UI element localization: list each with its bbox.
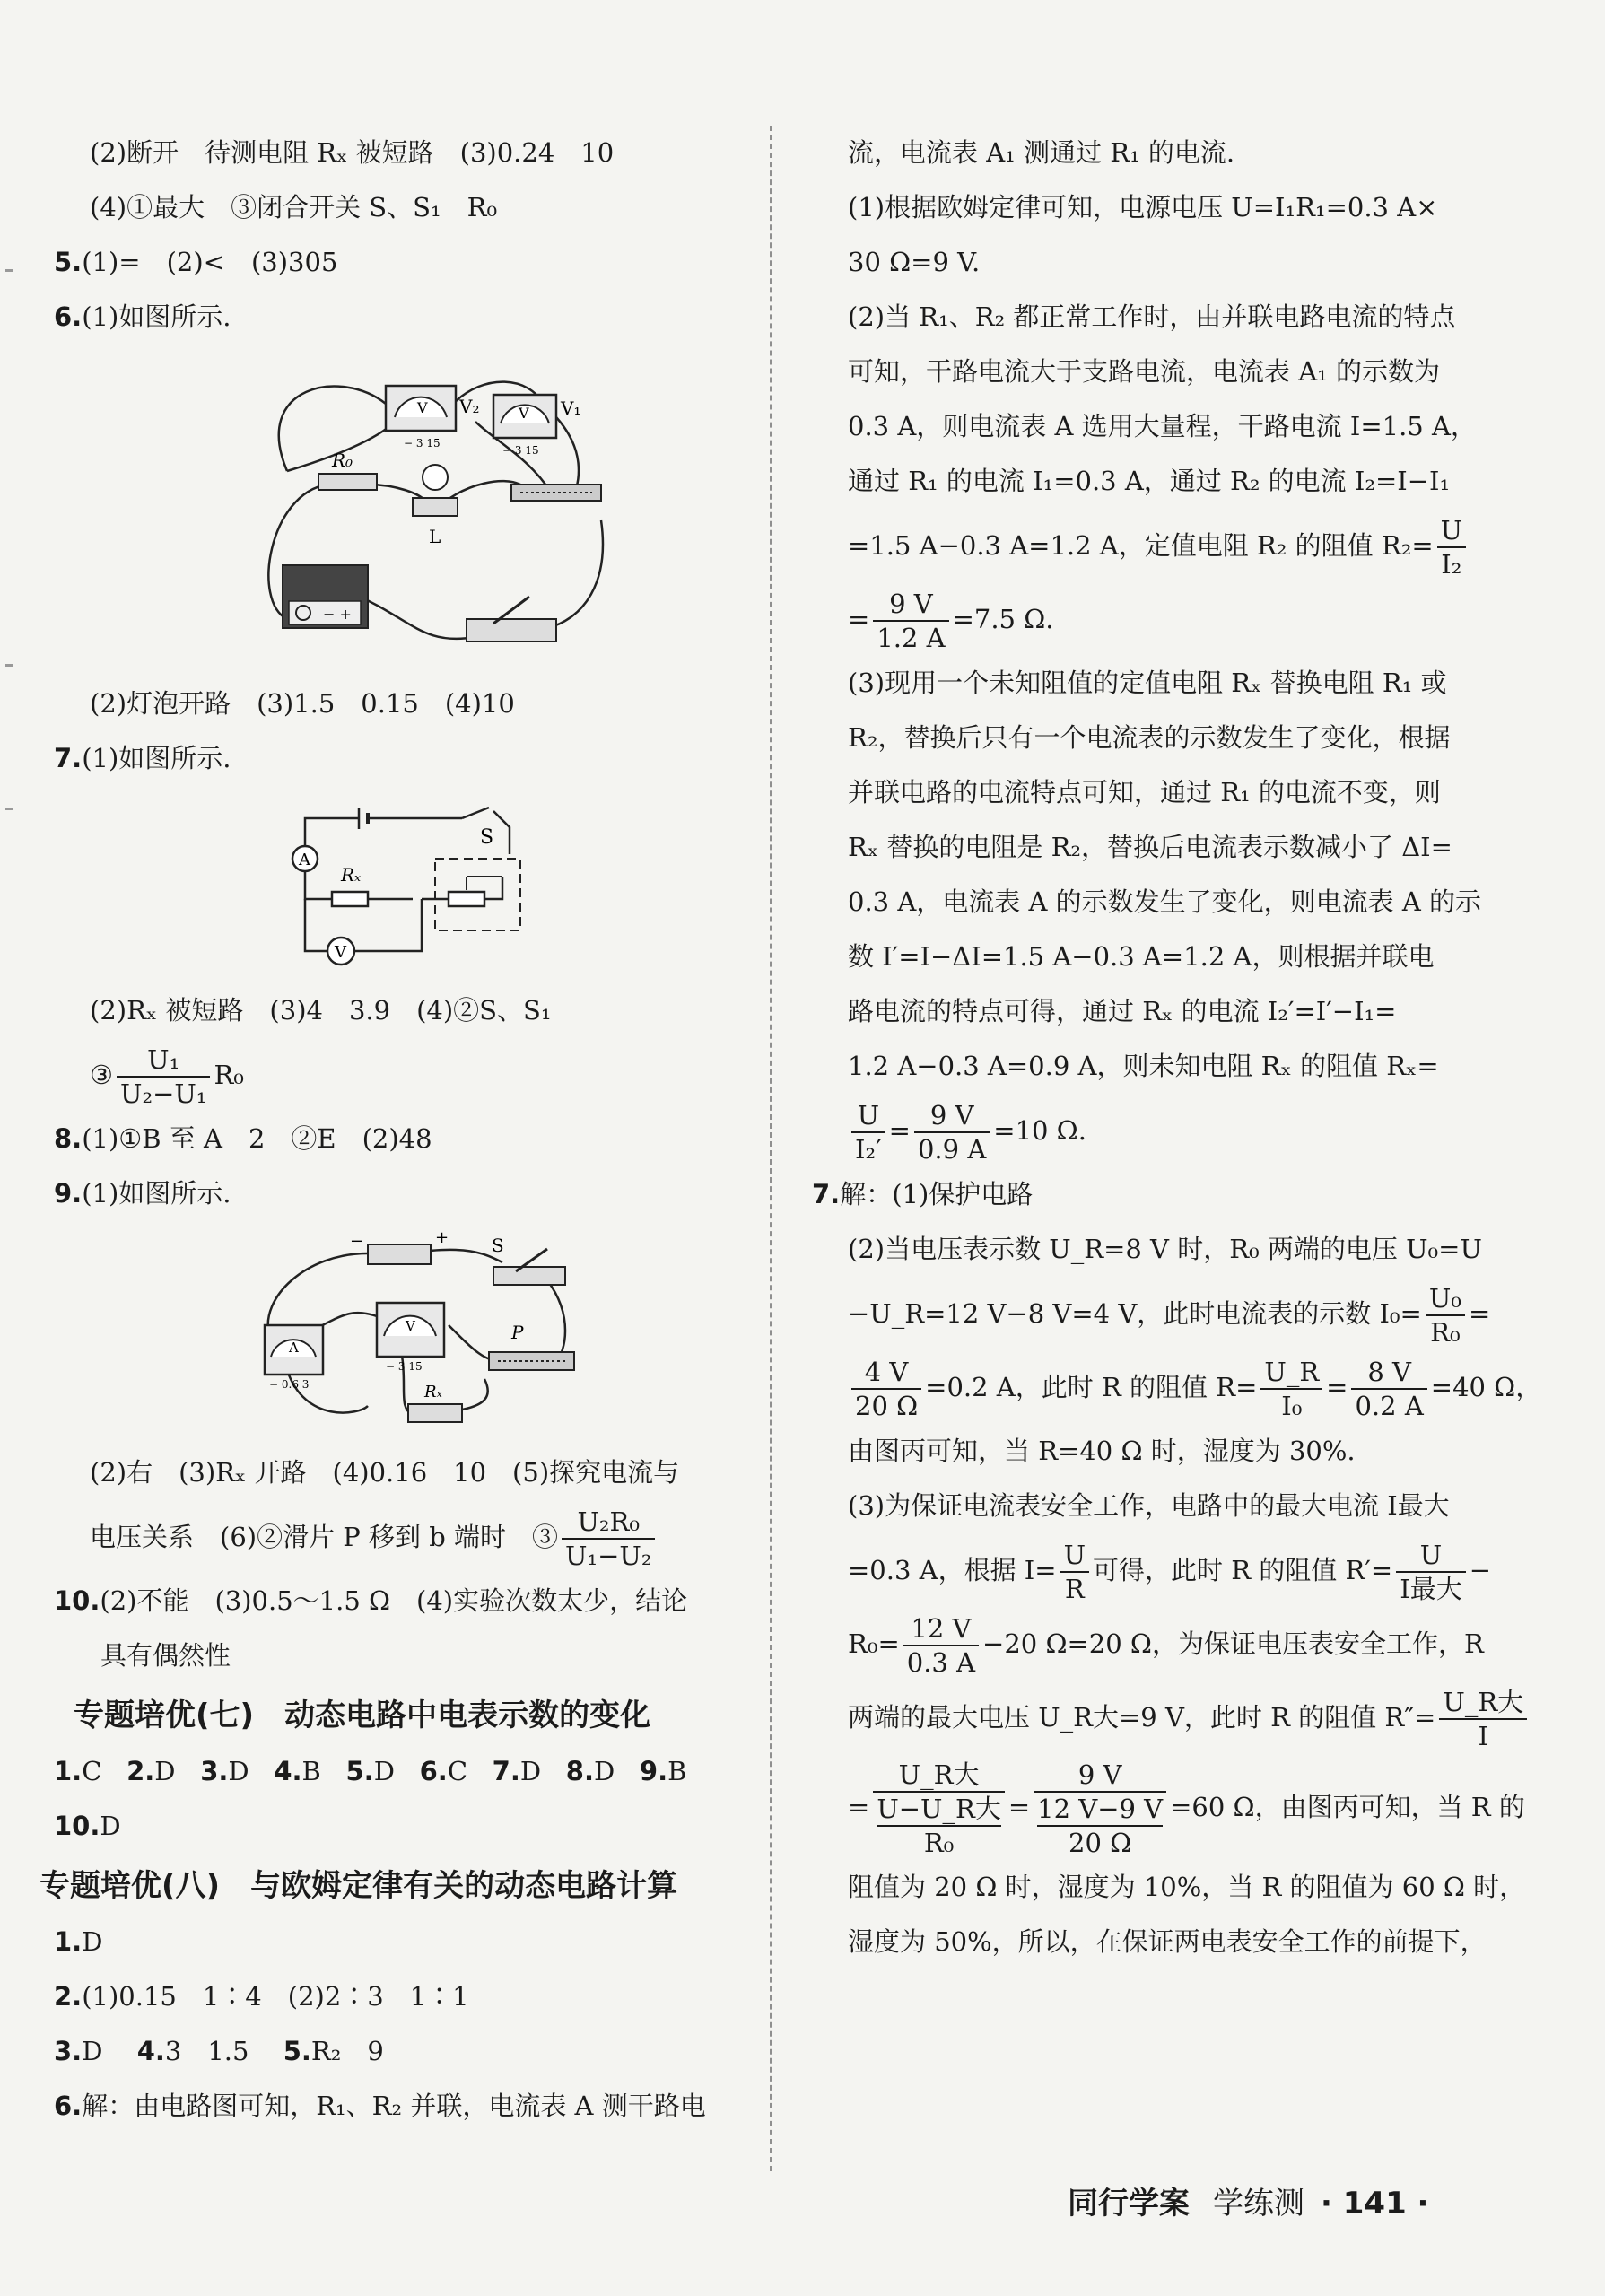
question-number: 7. — [812, 1179, 841, 1209]
formula-line — [812, 1533, 1494, 1607]
question-number: 6. — [54, 2091, 83, 2121]
choice-answer: 4.B — [274, 1756, 321, 1786]
fraction — [1260, 1356, 1322, 1423]
solution-text: 可得，此时 R 的阻值 R′= — [1093, 1555, 1393, 1585]
solution-line: R₂，替换后只有一个电流表的示数发生了变化，根据 — [848, 722, 1451, 753]
formula-line — [812, 1277, 1494, 1350]
question-number: 5. — [283, 2036, 311, 2066]
answer-text: (1)如图所示. — [82, 743, 231, 773]
question-number: 5. — [54, 247, 83, 277]
answer-text: 解：由电路图可知，R₁、R₂ 并联，电流表 A 测干路电 — [82, 2091, 706, 2121]
inner-denominator: R₀ — [923, 1828, 955, 1859]
denominator: 20 Ω — [855, 1391, 919, 1421]
solution-line: (3)现用一个未知阻值的定值电阻 Rₓ 替换电阻 R₁ 或 — [848, 668, 1447, 698]
numerator: 9 V — [914, 1099, 990, 1133]
section-heading-7: 专题培优(七) 动态电路中电表示数的变化 — [74, 1698, 651, 1733]
terminal-label: − 0.6 3 — [269, 1378, 310, 1391]
denominator: 0.9 A — [917, 1134, 987, 1165]
answer-text: 3 1.5 — [164, 2036, 275, 2066]
circuit-figure-9 — [251, 1227, 754, 1436]
question-number: 8. — [54, 1123, 83, 1154]
formula-line — [812, 1094, 1494, 1167]
question-9 — [54, 1166, 754, 1221]
answer-line: (2)灯泡开路 (3)1.5 0.15 (4)10 — [90, 688, 515, 719]
numerator: U_R大 — [873, 1759, 1005, 1793]
fraction — [1437, 514, 1466, 581]
numerator: U — [851, 1099, 885, 1133]
switch-label: S — [480, 826, 494, 849]
question-number: 1. — [54, 1926, 83, 1957]
page-number: · 141 · — [1321, 2186, 1429, 2222]
right-column — [812, 126, 1542, 1969]
solution-text: = — [1468, 1298, 1491, 1329]
solution-line: 通过 R₁ 的电流 I₁=0.3 A，通过 R₂ 的电流 I₂=I−I₁ — [848, 466, 1451, 496]
page-footer — [1068, 2178, 1471, 2222]
voltmeter-label: V — [335, 943, 346, 962]
answer-text: (1)= (2)< (3)305 — [82, 247, 338, 277]
denominator: U₁−U₂ — [565, 1541, 652, 1571]
choice-answer: 2.D — [126, 1756, 176, 1786]
voltmeter-label: V — [406, 1318, 415, 1334]
answer-text: D — [82, 1926, 103, 1957]
choice-answers-row — [54, 1799, 754, 1854]
solution-text: = — [888, 1115, 911, 1146]
question-number: 9. — [54, 1178, 83, 1209]
denominator: R — [1064, 1574, 1085, 1604]
numerator: U₁ — [117, 1043, 210, 1078]
fraction — [1351, 1356, 1426, 1423]
formula-line — [812, 509, 1494, 582]
question-6 — [54, 290, 754, 345]
solution-text: =40 Ω， — [1430, 1372, 1542, 1402]
margin-mark — [5, 808, 13, 810]
question-7 — [54, 731, 754, 786]
answer-text: (1)①B 至 A 2 ②E (2)48 — [82, 1123, 432, 1154]
denominator: I — [1478, 1721, 1488, 1751]
formula-suffix: R₀ — [214, 1060, 244, 1090]
battery-minus: − — [350, 1232, 364, 1251]
battery-terminals: − + — [323, 606, 352, 623]
r0-label: R₀ — [332, 450, 353, 471]
solution-text: −20 Ω=20 Ω，为保证电压表安全工作，R — [982, 1628, 1484, 1659]
choice-answer: 9.B — [639, 1756, 687, 1786]
h8-answer-1 — [54, 1915, 754, 1969]
denominator: I₂′ — [855, 1134, 882, 1165]
question-number: 4. — [136, 2036, 165, 2066]
slider-label: P — [511, 1322, 524, 1343]
numerator: U — [1060, 1539, 1089, 1573]
h8-answer-6 — [54, 2079, 754, 2134]
choice-answer: 7.D — [492, 1756, 542, 1786]
inner-denominator: 20 Ω — [1069, 1828, 1132, 1859]
question-number: 2. — [54, 1981, 83, 2012]
denominator: 0.3 A — [906, 1647, 976, 1678]
question-5 — [54, 235, 754, 290]
denominator: 1.2 A — [877, 623, 946, 653]
solution-text: 解：(1)保护电路 — [840, 1179, 1034, 1209]
numerator: U — [1396, 1539, 1465, 1573]
answer-line: (2)Rₓ 被短路 (3)4 3.9 (4)②S、S₁ — [90, 995, 552, 1026]
solution-line: 数 I′=I−ΔI=1.5 A−0.3 A=1.2 A，则根据并联电 — [848, 941, 1435, 972]
v2-label: V₂ — [459, 396, 480, 417]
terminal-label: − 3 15 — [404, 437, 441, 450]
solution-line: 0.3 A，电流表 A 的示数发生了变化，则电流表 A 的示 — [848, 886, 1482, 917]
fraction — [1426, 1282, 1465, 1349]
choice-answer: 3.D — [200, 1756, 249, 1786]
question-8 — [54, 1112, 754, 1166]
formula-prefix: ③ — [90, 1060, 113, 1090]
solution-text: −U_R=12 V−8 V=4 V，此时电流表的示数 I₀= — [848, 1298, 1422, 1329]
answer-line: (2)断开 待测电阻 Rₓ 被短路 (3)0.24 10 — [90, 137, 615, 168]
numerator: 9 V — [1034, 1759, 1166, 1793]
answer-text: (1)如图所示. — [82, 301, 231, 332]
answer-line: (2)右 (3)Rₓ 开路 (4)0.16 10 (5)探究电流与 — [90, 1457, 680, 1488]
formula-line — [812, 1350, 1542, 1424]
compound-fraction — [1034, 1759, 1166, 1860]
solution-line: 由图丙可知，当 R=40 Ω 时，湿度为 30%. — [848, 1436, 1356, 1466]
denominator: R₀ — [1430, 1317, 1461, 1348]
denominator: 0.2 A — [1355, 1391, 1424, 1421]
fraction — [1060, 1539, 1089, 1606]
solution-text: R₀= — [848, 1628, 900, 1659]
formula-line — [54, 1500, 754, 1574]
compound-fraction — [873, 1759, 1005, 1860]
rx-label: Rₓ — [424, 1383, 442, 1401]
left-column — [39, 126, 754, 2134]
denominator: I最大 — [1400, 1574, 1462, 1604]
circuit-figure-7 — [287, 791, 754, 974]
answer-text: D — [100, 1811, 121, 1841]
numerator: U₀ — [1426, 1282, 1465, 1316]
fraction — [117, 1043, 210, 1111]
denominator: I₀ — [1281, 1391, 1303, 1421]
answer-text: (2)不能 (3)0.5～1.5 Ω (4)实验次数太少，结论 — [100, 1585, 688, 1616]
choice-answer: 5.D — [345, 1756, 395, 1786]
fraction — [1439, 1686, 1527, 1753]
ammeter-label: A — [299, 851, 310, 869]
solution-line: 流，电流表 A₁ 测通过 R₁ 的电流. — [848, 137, 1235, 168]
solution-line: 湿度为 50%，所以，在保证两电表安全工作的前提下， — [848, 1926, 1487, 1957]
choice-answer: 1.C — [54, 1756, 102, 1786]
solution-line: 30 Ω=9 V. — [848, 247, 981, 277]
question-number: 7. — [54, 743, 83, 773]
denominator: U₂−U₁ — [120, 1078, 207, 1109]
question-number: 10. — [54, 1585, 100, 1616]
h8-answer-2 — [54, 1969, 754, 2024]
solution-text: = — [848, 604, 870, 634]
solution-line: (1)根据欧姆定律可知，电源电压 U=I₁R₁=0.3 A× — [848, 192, 1438, 223]
voltmeter-label: V — [519, 405, 529, 422]
inner-numerator: 12 V−9 V — [1037, 1793, 1163, 1827]
answer-text: R₂ 9 — [310, 2036, 384, 2066]
solution-text: =1.5 A−0.3 A=1.2 A，定值电阻 R₂ 的阻值 R₂= — [848, 530, 1434, 561]
terminal-label: − 3 15 — [386, 1360, 423, 1373]
solution-text: = — [1326, 1372, 1348, 1402]
numerator: 8 V — [1351, 1356, 1426, 1390]
solution-text: 两端的最大电压 U_R大=9 V，此时 R 的阻值 R″= — [848, 1702, 1436, 1733]
solution-line: 0.3 A，则电流表 A 选用大量程，干路电流 I=1.5 A， — [848, 411, 1477, 441]
choice-answer: 6.C — [419, 1756, 468, 1786]
question-number: 6. — [54, 301, 83, 332]
battery-plus: + — [435, 1228, 449, 1247]
choice-answers-row — [54, 1744, 754, 1799]
solution-text: = — [848, 1792, 870, 1822]
fraction — [903, 1612, 979, 1680]
h8-answer-3-5 — [54, 2024, 754, 2079]
numerator: U_R大 — [1439, 1686, 1527, 1720]
answer-text: (1)0.15 1∶4 (2)2∶3 1∶1 — [82, 1981, 469, 2012]
solution-line: 阻值为 20 Ω 时，湿度为 10%，当 R 的阻值为 60 Ω 时， — [848, 1872, 1526, 1902]
answer-text: D — [82, 2036, 129, 2066]
voltmeter-label: V — [417, 399, 428, 416]
numerator: U₂R₀ — [562, 1506, 655, 1540]
answer-text: 电压关系 (6)②滑片 P 移到 b 端时 ③ — [90, 1522, 559, 1552]
solution-line: 1.2 A−0.3 A=0.9 A，则未知电阻 Rₓ 的阻值 Rₓ= — [848, 1051, 1439, 1081]
question-10 — [54, 1574, 754, 1628]
solution-line: 并联电路的电流特点可知，通过 R₁ 的电流不变，则 — [848, 777, 1441, 808]
formula-line — [812, 1754, 1525, 1860]
lamp-label: L — [429, 526, 441, 547]
fraction — [562, 1506, 655, 1573]
formula-line — [54, 1038, 754, 1112]
answer-line: (4)①最大 ③闭合开关 S、S₁ R₀ — [90, 192, 498, 223]
solution-line: (2)当 R₁、R₂ 都正常工作时，由并联电路电流的特点 — [848, 301, 1456, 332]
circuit-diagram-9 — [251, 1227, 592, 1433]
question-7-solution — [812, 1167, 1494, 1222]
series-subtitle: 学练测 — [1213, 2186, 1304, 2222]
margin-mark — [5, 664, 13, 667]
circuit-diagram-7 — [287, 791, 547, 971]
denominator: I₂ — [1441, 549, 1462, 580]
fraction — [851, 1356, 921, 1423]
solution-text: =60 Ω，由图丙可知，当 R 的 — [1170, 1792, 1525, 1822]
column-divider — [770, 126, 772, 2171]
numerator: U — [1437, 514, 1466, 548]
solution-line: (3)为保证电流表安全工作，电路中的最大电流 I最大 — [848, 1490, 1450, 1521]
formula-line — [812, 1681, 1524, 1754]
fraction — [851, 1099, 885, 1166]
numerator: 9 V — [873, 588, 948, 622]
section-heading-8: 专题培优(八) 与欧姆定律有关的动态电路计算 — [39, 1868, 678, 1904]
rx-label: Rₓ — [341, 864, 362, 886]
question-number: 3. — [54, 2036, 83, 2066]
answer-line: 具有偶然性 — [100, 1640, 231, 1671]
answer-text: (1)如图所示. — [82, 1178, 231, 1209]
solution-line: Rₓ 替换的电阻是 R₂，替换后电流表示数减小了 ΔI= — [848, 832, 1452, 862]
fraction — [873, 588, 948, 655]
solution-text: =7.5 Ω. — [952, 604, 1054, 634]
formula-line — [812, 1607, 1494, 1681]
numerator: U_R — [1260, 1356, 1322, 1390]
fraction — [1396, 1539, 1465, 1606]
margin-mark — [5, 269, 13, 272]
v1-label: V₁ — [561, 397, 581, 419]
denominator — [1034, 1793, 1166, 1860]
choice-answer: 8.D — [565, 1756, 615, 1786]
formula-line — [812, 582, 1494, 656]
solution-text: =0.3 A，根据 I= — [848, 1555, 1057, 1585]
solution-line: 路电流的特点可得，通过 Rₓ 的电流 I₂′=I′−I₁= — [848, 996, 1397, 1026]
numerator: 12 V — [903, 1612, 979, 1646]
solution-line: 可知，干路电流大于支路电流，电流表 A₁ 的示数为 — [848, 356, 1441, 387]
fraction — [914, 1099, 990, 1166]
circuit-diagram-6 — [233, 350, 664, 664]
question-number: 10. — [54, 1811, 100, 1841]
solution-text: = — [1007, 1792, 1031, 1822]
switch-label: S — [492, 1235, 504, 1256]
inner-numerator: U−U_R大 — [877, 1793, 1001, 1827]
denominator — [873, 1793, 1005, 1860]
solution-text: =10 Ω. — [993, 1115, 1086, 1146]
solution-text: − — [1469, 1555, 1492, 1585]
terminal-label: − 3 15 — [502, 444, 539, 457]
solution-line: (2)当电压表示数 U_R=8 V 时，R₀ 两端的电压 U₀=U — [848, 1234, 1482, 1264]
ammeter-label: A — [289, 1340, 299, 1356]
numerator: 4 V — [851, 1356, 921, 1390]
solution-text: =0.2 A，此时 R 的阻值 R= — [925, 1372, 1258, 1402]
circuit-figure-6 — [233, 350, 754, 668]
series-title: 同行学案 — [1068, 2186, 1190, 2222]
